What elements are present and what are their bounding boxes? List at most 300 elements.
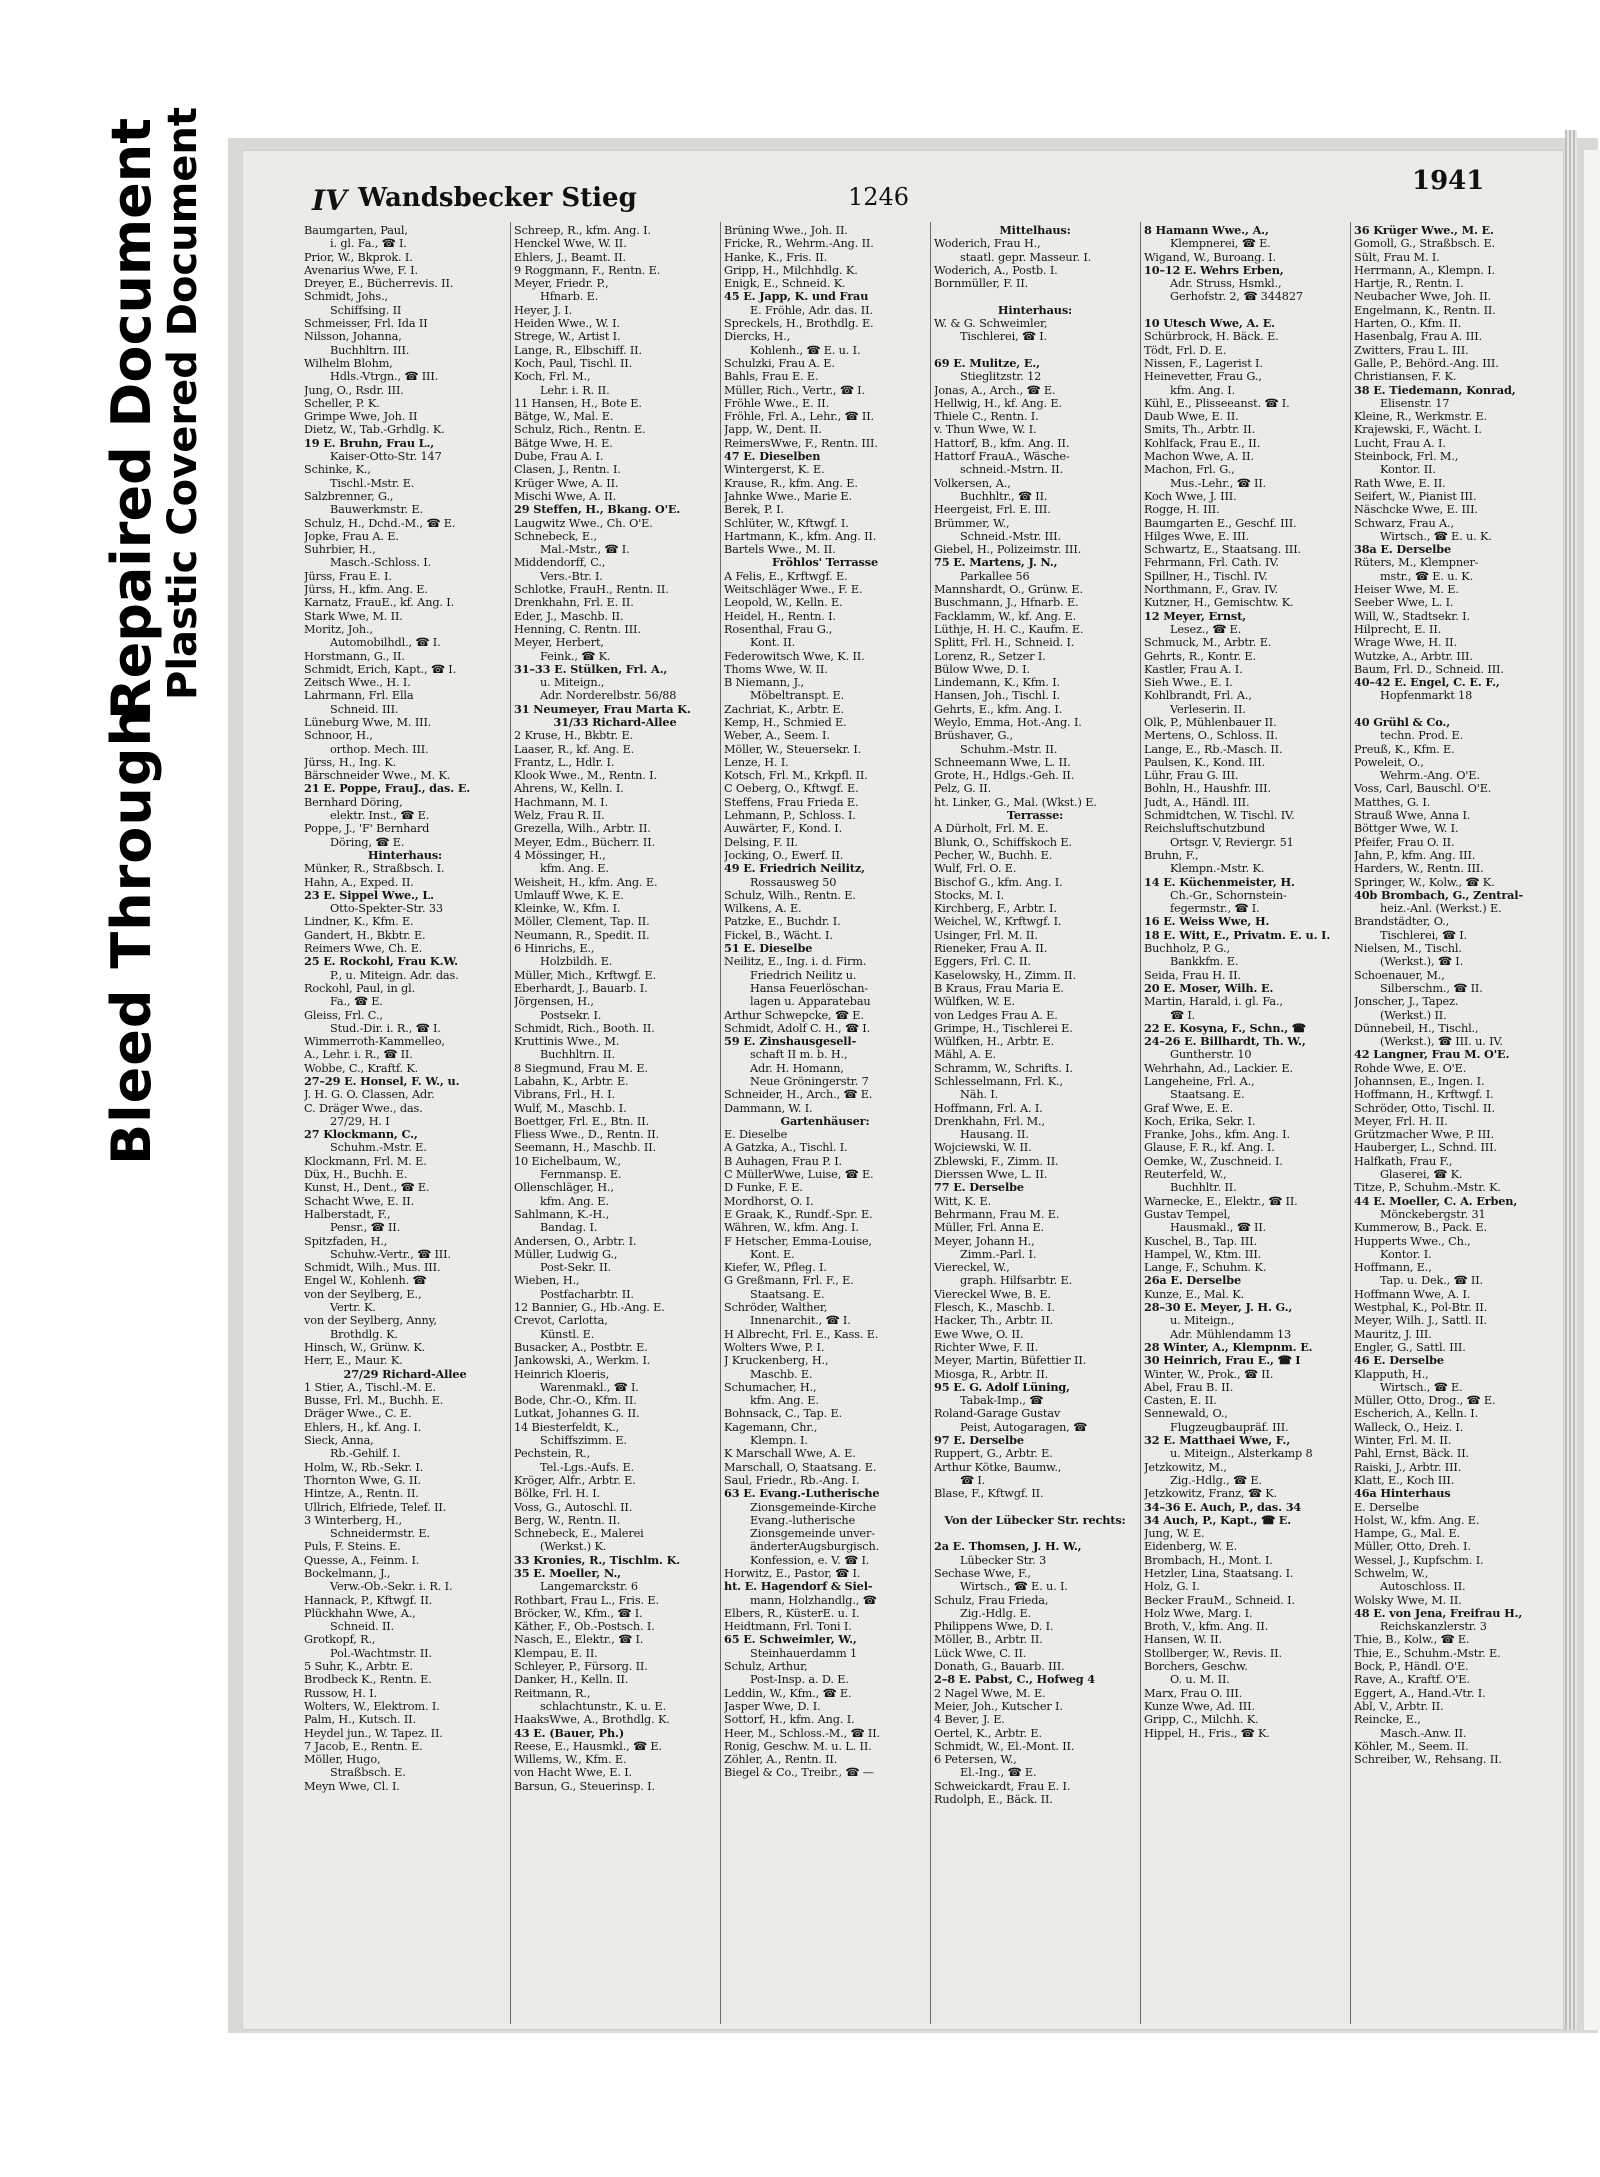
- directory-entry: 65 E. Schweimler, W.,: [724, 1633, 857, 1647]
- directory-entry: Seifert, W., Pianist III.: [1354, 489, 1477, 503]
- directory-entry: 10 Utesch Wwe, A. E.: [1144, 317, 1275, 331]
- directory-entry: änderterAugsburgisch.: [750, 1540, 880, 1554]
- directory-entry: Seemann, H., Maschb. II.: [514, 1141, 656, 1155]
- directory-entry: Weylo, Emma, Hot.-Ang. I.: [934, 715, 1082, 729]
- directory-entry: Rave, A., Kraftf. O'E.: [1354, 1673, 1470, 1687]
- directory-entry: Hausmakl., ☎ II.: [1170, 1221, 1267, 1235]
- directory-entry: Schoenauer, M.,: [1354, 968, 1445, 982]
- directory-entry: Jahn, P., kfm. Ang. III.: [1354, 848, 1476, 862]
- directory-entry: Hfnarb. E.: [540, 290, 599, 304]
- directory-entry: Klempn. I.: [750, 1434, 808, 1448]
- directory-entry: Jocking, O., Ewerf. II.: [724, 848, 844, 862]
- directory-entry: Abel, Frau B. II.: [1144, 1380, 1234, 1394]
- directory-entry: Hachmann, M. I.: [514, 795, 608, 809]
- directory-entry: El.-Ing., ☎ E.: [960, 1766, 1037, 1780]
- directory-entry: Hoffmann, E.,: [1354, 1261, 1432, 1275]
- section-heading: 27/29 Richard-Allee: [343, 1367, 467, 1381]
- directory-entry: Patzke, E., Buchdr. I.: [724, 915, 841, 929]
- directory-entry: Möller, B., Arbtr. II.: [934, 1633, 1043, 1647]
- directory-entry: Kleine, R., Werkmstr. E.: [1354, 410, 1488, 424]
- directory-entry: Leopold, W., Kelln. E.: [724, 596, 843, 610]
- directory-entry: Kohlbrandt, Frl. A.,: [1144, 689, 1252, 703]
- directory-entry: Kiefer, W., Pfleg. I.: [724, 1261, 827, 1275]
- directory-entry: Lindemann, K., Kfm. I.: [934, 676, 1060, 690]
- directory-entry: 19 E. Bruhn, Frau L.,: [304, 436, 435, 450]
- directory-entry: Lahrmann, Frl. Ella: [304, 689, 414, 703]
- directory-entry: 36 Krüger Wwe., M. E.: [1354, 224, 1494, 237]
- directory-entry: Jürss, H., Ing. K.: [304, 755, 397, 769]
- directory-entry: Voss, Carl, Bauschl. O'E.: [1354, 782, 1492, 796]
- directory-entry: Sechase Wwe, F.,: [934, 1566, 1031, 1580]
- directory-entry: Sottorf, H., kfm. Ang. I.: [724, 1713, 855, 1727]
- directory-entry: Wehrhahn, Ad., Lackier. E.: [1144, 1061, 1293, 1075]
- directory-entry: 45 E. Japp, K. und Frau: [724, 290, 869, 304]
- directory-entry: Hampel, W., Ktm. III.: [1144, 1247, 1262, 1261]
- directory-entry: Poppe, J., 'F' Bernhard: [304, 822, 430, 836]
- directory-entry: H Albrecht, Frl. E., Kass. E.: [724, 1327, 879, 1341]
- directory-entry: Neubacher Wwe, Joh. II.: [1354, 290, 1492, 304]
- directory-entry: Schulz, Rich., Rentn. E.: [514, 423, 646, 437]
- directory-entry: Willems, W., Kfm. E.: [514, 1753, 627, 1767]
- directory-entry: Winter, W., Prok., ☎ II.: [1144, 1367, 1274, 1381]
- directory-entry: 38 E. Tiedemann, Konrad,: [1354, 383, 1516, 397]
- directory-entry: Martin, Harald, i. gl. Fa.,: [1144, 995, 1283, 1009]
- directory-entry: Matthes, G. I.: [1354, 795, 1431, 809]
- directory-entry: 14 E. Küchenmeister, H.: [1144, 875, 1295, 889]
- directory-entry: Kunst, H., Dent., ☎ E.: [304, 1181, 430, 1195]
- directory-entry: Schmuck, M., Arbtr. E.: [1144, 636, 1272, 650]
- directory-entry: Laaser, R., kf. Ang. E.: [514, 742, 635, 756]
- scan-top-margin: [0, 0, 1600, 50]
- directory-entry: Fickel, B., Wächt. I.: [724, 928, 833, 942]
- directory-entry: ReimersWwe, F., Rentn. III.: [724, 436, 878, 450]
- directory-entry: Zimm.-Parl. I.: [960, 1247, 1037, 1261]
- directory-entry: mann, Holzhandlg., ☎: [750, 1593, 877, 1607]
- directory-entry: Vertr. K.: [330, 1301, 376, 1315]
- directory-entry: Jopke, Frau A. E.: [304, 529, 399, 543]
- directory-entry: Schleyer, P., Fürsorg. II.: [514, 1660, 648, 1674]
- directory-entry: Jörgensen, H.,: [514, 995, 594, 1009]
- directory-entry: 34–36 E. Auch, P., das. 34: [1144, 1500, 1302, 1514]
- column-divider: [510, 222, 511, 2024]
- directory-entry: Northmann, F., Grav. IV.: [1144, 583, 1278, 597]
- directory-entry: Herrmann, A., Klempn. I.: [1354, 263, 1496, 277]
- directory-entry: von der Seylberg, Anny,: [304, 1314, 437, 1328]
- directory-entry: Roland-Garage Gustav: [934, 1407, 1061, 1421]
- directory-entry: Bock, P., Händl. O'E.: [1354, 1660, 1469, 1674]
- directory-entry: Neue Gröningerstr. 7: [750, 1075, 869, 1088]
- directory-column-6: [1354, 224, 1556, 2024]
- directory-entry: elektr. Inst., ☎ E.: [330, 809, 430, 823]
- directory-entry: Marschall, O, Staatsang. E.: [724, 1460, 877, 1474]
- directory-entry: Enigk, E., Schneid. K.: [724, 277, 846, 291]
- directory-entry: von Hacht Wwe, E. I.: [514, 1766, 633, 1780]
- directory-entry: Russow, H. I.: [304, 1686, 377, 1700]
- directory-entry: 14 Biesterfeldt, K.,: [514, 1420, 620, 1434]
- directory-entry: Hoffmann, Frl. A. I.: [934, 1101, 1043, 1115]
- directory-entry: Bohnsack, C., Tap. E.: [724, 1407, 843, 1421]
- directory-entry: [1354, 703, 1556, 716]
- directory-entry: Escherich, A., Kelln. I.: [1354, 1407, 1479, 1421]
- directory-entry: Baumgarten E., Geschf. III.: [1144, 516, 1297, 530]
- directory-entry: Clasen, J., Rentn. I.: [514, 463, 621, 477]
- directory-entry: G Greßmann, Frl. F., E.: [724, 1274, 854, 1288]
- directory-column-5: [1144, 224, 1346, 2024]
- directory-entry: Bätge Wwe, H. E.: [514, 436, 613, 450]
- directory-entry: Wutzke, A., Arbtr. III.: [1354, 649, 1473, 663]
- directory-entry: 47 E. Dieselben: [724, 450, 821, 464]
- directory-entry: Engelmann, K., Rentn. II.: [1354, 303, 1496, 317]
- directory-entry: (Werkst.) II.: [1380, 1008, 1447, 1022]
- directory-entry: 8 Siegmund, Frau M. E.: [514, 1061, 648, 1075]
- directory-entry: 28–30 E. Meyer, J. H. G.,: [1144, 1301, 1293, 1315]
- directory-entry: Wieben, H.,: [514, 1274, 580, 1288]
- directory-entry: Bartels Wwe., M. II.: [724, 543, 836, 557]
- directory-entry: Innenarchit., ☎ I.: [750, 1314, 851, 1328]
- directory-entry: Brümmer, W.,: [934, 516, 1010, 530]
- directory-entry: Stud.-Dir. i. R., ☎ I.: [330, 1021, 441, 1035]
- directory-entry: Engel W., Kohlenh. ☎: [304, 1274, 427, 1288]
- directory-entry: Reimers Wwe, Ch. E.: [304, 942, 423, 956]
- directory-entry: Wojciewski, W. II.: [934, 1141, 1032, 1155]
- directory-entry: Zöhler, A., Rentn. II.: [724, 1753, 838, 1767]
- directory-entry: 8 Hamann Wwe., A.,: [1144, 224, 1269, 237]
- directory-entry: Hippel, H., Fris., ☎ K.: [1144, 1726, 1270, 1740]
- directory-entry: Ullrich, Elfriede, Telef. II.: [304, 1500, 447, 1514]
- section-heading: Von der Lübecker Str. rechts:: [944, 1513, 1126, 1527]
- directory-entry: Grimpe, H., Tischlerei E.: [934, 1021, 1073, 1035]
- directory-entry: Busacker, A., Postbtr. E.: [514, 1340, 648, 1354]
- directory-entry: Adr. Mühlendamm 13: [1170, 1327, 1292, 1341]
- directory-entry: Bauwerkmstr. E.: [330, 503, 423, 517]
- directory-entry: Abl, V., Arbtr. II.: [1354, 1699, 1444, 1713]
- directory-entry: Walleck, O., Heiz. I.: [1354, 1420, 1464, 1434]
- directory-entry: Grezella, Wilh., Arbtr. II.: [514, 822, 651, 836]
- directory-entry: Ehlers, J., Beamt. II.: [514, 250, 626, 264]
- directory-entry: Avenarius Wwe, F. I.: [304, 263, 418, 277]
- directory-entry: u. Miteign., Alsterkamp 8: [1170, 1447, 1313, 1461]
- directory-entry: Gerhofstr. 2, ☎ 344827: [1170, 290, 1303, 304]
- directory-entry: 95 E. G. Adolf Lüning,: [934, 1380, 1070, 1394]
- directory-entry: Voss, G., Autoschl. II.: [514, 1500, 633, 1514]
- directory-entry: Hartmann, K., kfm. Ang. II.: [724, 529, 877, 543]
- directory-entry: Auwärter, F., Kond. I.: [724, 822, 843, 836]
- directory-entry: Reese, E., Hausmkl., ☎ E.: [514, 1739, 662, 1753]
- directory-entry: Drenkhahn, Frl. M.,: [934, 1114, 1045, 1128]
- directory-entry: Buchhltrn. II.: [540, 1048, 615, 1062]
- directory-entry: Reitmann, R.,: [514, 1686, 591, 1700]
- directory-entry: mstr., ☎ E. u. K.: [1380, 569, 1474, 583]
- directory-entry: Springer, W., Kolw., ☎ K.: [1354, 875, 1495, 889]
- directory-entry: schaft II m. b. H.,: [750, 1048, 848, 1062]
- directory-entry: i. gl. Fa., ☎ I.: [330, 237, 407, 251]
- directory-entry: Mischi Wwe, A. II.: [514, 489, 617, 503]
- directory-entry: Neumann, R., Spedit. II.: [514, 928, 650, 942]
- directory-entry: Hacker, Th., Arbtr. II.: [934, 1314, 1054, 1328]
- directory-entry: Horwitz, E., Pastor, ☎ I.: [724, 1566, 861, 1580]
- directory-entry: Mordhorst, O. I.: [724, 1194, 814, 1208]
- directory-entry: Währen, W., kfm. Ang. I.: [724, 1221, 859, 1235]
- directory-entry: Baum, Frl. D., Schneid. III.: [1354, 662, 1504, 676]
- directory-entry: Jürss, H., kfm. Ang. E.: [304, 583, 428, 597]
- directory-entry: Reichsluftschutzbund: [1144, 822, 1265, 836]
- directory-entry: Danker, H., Kelln. II.: [514, 1673, 629, 1687]
- directory-entry: Meier, Joh., Kutscher I.: [934, 1699, 1063, 1713]
- directory-entry: Brüshaver, G.,: [934, 729, 1013, 743]
- directory-entry: Pecher, W., Buchh. E.: [934, 848, 1053, 862]
- directory-entry: Schlesselmann, Frl. K.,: [934, 1075, 1063, 1088]
- directory-entry: Bode, Chr.-O., Kfm. II.: [514, 1394, 637, 1408]
- directory-entry: Tödt, Frl. D. E.: [1144, 343, 1227, 357]
- directory-entry: 10 Eichelbaum, W.,: [514, 1154, 621, 1168]
- directory-entry: Lutkat, Johannes G. II.: [514, 1407, 640, 1421]
- bleed-through-stamp: [100, 707, 163, 1165]
- directory-entry: Buchhltr. II.: [1170, 1181, 1237, 1195]
- directory-entry: heiz.-Anl. (Werkst.) E.: [1380, 902, 1502, 916]
- directory-entry: D Funke, F. E.: [724, 1181, 803, 1195]
- directory-entry: Woderich, A., Postb. I.: [934, 263, 1058, 277]
- directory-entry: Johannsen, E., Ingen. I.: [1354, 1075, 1485, 1088]
- directory-entry: Machon Wwe, A. II.: [1144, 450, 1254, 464]
- directory-entry: graph. Hilfsarbtr. E.: [960, 1274, 1073, 1288]
- directory-entry: Kontor. I.: [1380, 1247, 1432, 1261]
- directory-entry: 9 Roggmann, F., Rentn. E.: [514, 263, 661, 277]
- directory-entry: [934, 290, 1136, 303]
- directory-entry: Guntherstr. 10: [1170, 1048, 1252, 1062]
- directory-entry: Schmeisser, Frl. Ida II: [304, 317, 428, 331]
- directory-entry: Kont. II.: [750, 636, 796, 650]
- directory-entry: Oemke, W., Zuschneid. I.: [1144, 1154, 1283, 1168]
- directory-entry: [934, 344, 1136, 357]
- directory-entry: Postsekr. I.: [540, 1008, 602, 1022]
- directory-entry: ☎ I.: [1170, 1008, 1196, 1022]
- directory-entry: Heinevetter, Frau G.,: [1144, 370, 1262, 384]
- directory-entry: Biegel & Co., Treibr., ☎ —: [724, 1766, 874, 1780]
- directory-entry: Berek, P. I.: [724, 503, 784, 517]
- directory-entry: Käther, F., Ob.-Postsch. I.: [514, 1620, 655, 1634]
- directory-entry: Heer, M., Schloss.-M., ☎ II.: [724, 1726, 880, 1740]
- directory-entry: Mal.-Mstr., ☎ I.: [540, 543, 630, 557]
- directory-entry: Winter, Frl. M. II.: [1354, 1434, 1452, 1448]
- column-divider: [930, 222, 931, 2024]
- directory-entry: 21 E. Poppe, FrauJ., das. E.: [304, 782, 471, 796]
- directory-entry: Hellwig, H., kf. Ang. E.: [934, 396, 1062, 410]
- directory-entry: Klockmann, Frl. M. E.: [304, 1154, 427, 1168]
- directory-entry: O. u. M. II.: [1170, 1673, 1230, 1687]
- directory-entry: u. Miteign.,: [1170, 1314, 1235, 1328]
- directory-entry: kfm. Ang. I.: [1170, 383, 1236, 397]
- directory-entry: Krüger Wwe, A. II.: [514, 476, 619, 490]
- directory-entry: Thie, B., Kolw., ☎ E.: [1354, 1633, 1470, 1647]
- directory-entry: 6 Petersen, W.,: [934, 1753, 1017, 1767]
- directory-entry: Jetzkowitz, M.,: [1144, 1460, 1227, 1474]
- directory-entry: Schwarz, Frau A.,: [1354, 516, 1454, 530]
- directory-entry: Hintze, A., Rentn. II.: [304, 1487, 419, 1501]
- directory-entry: Elbers, R., KüsterE. u. I.: [724, 1606, 860, 1620]
- directory-entry: Schmidt, Wilh., Mus. III.: [304, 1261, 441, 1275]
- directory-entry: Fa., ☎ E.: [330, 995, 383, 1009]
- directory-entry: Graf Wwe, E. E.: [1144, 1101, 1234, 1115]
- directory-entry: Brothdlg. K.: [330, 1327, 398, 1341]
- directory-entry: Bärschneider Wwe., M. K.: [304, 769, 451, 783]
- directory-entry: Halberstadt, F.,: [304, 1207, 391, 1221]
- directory-entry: Reuterfeld, W.,: [1144, 1168, 1227, 1182]
- directory-entry: Viereckel Wwe, B. E.: [934, 1287, 1051, 1301]
- directory-entry: 32 E. Matthaei Wwe, F.,: [1144, 1434, 1291, 1448]
- directory-entry: Japp, W., Dent. II.: [724, 423, 822, 437]
- directory-entry: Hoffmann Wwe, A. I.: [1354, 1287, 1471, 1301]
- directory-entry: Rockohl, Paul, in gl.: [304, 981, 416, 995]
- directory-entry: Delsing, F. II.: [724, 835, 798, 849]
- directory-entry: 34 Auch, P., Kapt., ☎ E.: [1144, 1513, 1292, 1527]
- directory-entry: Rb.-Gehilf. I.: [330, 1447, 401, 1461]
- directory-entry: 35 E. Moeller, N.,: [514, 1566, 621, 1580]
- directory-entry: Meyer, Edm., Bücherr. II.: [514, 835, 655, 849]
- directory-entry: Schreep, R., kfm. Ang. I.: [514, 224, 651, 237]
- directory-entry: Will, W., Stadtsekr. I.: [1354, 609, 1470, 623]
- directory-entry: Salzbrenner, G.,: [304, 489, 394, 503]
- directory-entry: Schuhm.-Mstr. II.: [960, 742, 1058, 756]
- directory-entry: Heyer, J. I.: [514, 303, 573, 317]
- directory-entry: 69 E. Mulitze, E.,: [934, 356, 1040, 370]
- directory-entry: 2 Nagel Wwe, M. E.: [934, 1686, 1046, 1700]
- directory-entry: Bockelmann, J.,: [304, 1566, 391, 1580]
- directory-entry: Baumgarten, Paul,: [304, 224, 408, 237]
- directory-entry: Andersen, O., Arbtr. I.: [514, 1234, 637, 1248]
- directory-entry: Wessel, J., Kupfschm. I.: [1354, 1553, 1484, 1567]
- directory-entry: Wehrm.-Ang. O'E.: [1380, 769, 1480, 783]
- directory-entry: staatl. gepr. Masseur. I.: [960, 250, 1092, 264]
- directory-entry: Gehrts, E., kfm. Ang. I.: [934, 702, 1063, 716]
- directory-entry: Meyer, Friedr. P.,: [514, 277, 609, 291]
- directory-entry: Schuhw.-Vertr., ☎ III.: [330, 1247, 451, 1261]
- directory-entry: Postfacharbtr. II.: [540, 1287, 634, 1301]
- directory-entry: Strauß Wwe, Anna I.: [1354, 809, 1471, 823]
- directory-entry: C Oeberg, O., Kftwgf. E.: [724, 782, 859, 796]
- directory-entry: E. Fröhle, Adr. das. II.: [750, 303, 873, 317]
- directory-entry: Koch, Erika, Sekr. I.: [1144, 1114, 1256, 1128]
- directory-entry: Schlotke, FrauH., Rentn. II.: [514, 583, 669, 597]
- directory-column-2: [514, 224, 716, 2024]
- directory-entry: Lange, R., Elbschiff. II.: [514, 343, 642, 357]
- directory-entry: Horstmann, G., II.: [304, 649, 405, 663]
- directory-entry: Masch.-Anw. II.: [1380, 1726, 1467, 1740]
- directory-entry: Schuhm.-Mstr. E.: [330, 1141, 427, 1155]
- directory-entry: Otto-Spekter-Str. 33: [330, 902, 443, 916]
- directory-entry: 10–12 E. Wehrs Erben,: [1144, 263, 1284, 277]
- directory-entry: Lange, E., Rb.-Masch. II.: [1144, 742, 1283, 756]
- directory-entry: Fliess Wwe., D., Rentn. II.: [514, 1128, 660, 1142]
- directory-entry: Bernhard Döring,: [304, 795, 403, 809]
- directory-entry: Wirtsch., ☎ E.: [1380, 1380, 1463, 1394]
- directory-entry: Leddin, W., Kfm., ☎ E.: [724, 1686, 852, 1700]
- directory-entry: Eberhardt, J., Bauarb. I.: [514, 981, 648, 995]
- directory-entry: Wirtsch., ☎ E. u. I.: [960, 1580, 1068, 1594]
- directory-entry: C. Dräger Wwe., das.: [304, 1101, 423, 1115]
- directory-entry: Buschmann, J., Hfnarb. E.: [934, 596, 1079, 610]
- directory-entry: Karnatz, FrauE., kf. Ang. I.: [304, 596, 455, 610]
- directory-entry: Hetzler, Lina, Staatsang. I.: [1144, 1566, 1294, 1580]
- directory-entry: ht. E. Hagendorf & Siel-: [724, 1580, 873, 1594]
- section-heading: 31/33 Richard-Allee: [553, 715, 677, 729]
- directory-entry: 46 E. Derselbe: [1354, 1354, 1444, 1368]
- directory-entry: Seeber Wwe, L. I.: [1354, 596, 1454, 610]
- directory-entry: Mauritz, J. III.: [1354, 1327, 1432, 1341]
- directory-entry: 4 Bever, J. E.: [934, 1713, 1005, 1727]
- directory-entry: Grote, H., Hdlgs.-Geh. II.: [934, 769, 1075, 783]
- directory-entry: Rossausweg 50: [750, 875, 837, 889]
- directory-entry: Quesse, A., Feinm. I.: [304, 1553, 420, 1567]
- directory-entry: Hauberger, L., Schnd. III.: [1354, 1141, 1497, 1155]
- directory-entry: 3 Winterberg, H.,: [304, 1513, 402, 1527]
- directory-entry: Hinsch, W., Grünw. K.: [304, 1340, 426, 1354]
- directory-entry: 25 E. Rockohl, Frau K.W.: [304, 955, 458, 969]
- directory-entry: Hattorf, B., kfm. Ang. II.: [934, 436, 1070, 450]
- directory-entry: Kuschel, B., Tap. III.: [1144, 1234, 1257, 1248]
- directory-entry: Kleinke, W., Kfm. I.: [514, 902, 621, 916]
- directory-entry: Tel.-Lgs.-Aufs. E.: [540, 1460, 635, 1474]
- directory-entry: Lühr, Frau G. III.: [1144, 769, 1239, 783]
- directory-entry: Heergeist, Frl. E. III.: [934, 503, 1051, 517]
- directory-entry: Wülfken, W. E.: [934, 995, 1015, 1009]
- directory-entry: Jetzkowitz, Franz, ☎ K.: [1144, 1487, 1277, 1501]
- directory-entry: Philippens Wwe, D. I.: [934, 1620, 1054, 1634]
- directory-entry: Konfession, e. V. ☎ I.: [750, 1553, 870, 1567]
- directory-entry: Bohln, H., Haushfr. III.: [1144, 782, 1271, 796]
- directory-entry: Gleiss, Frl. C.,: [304, 1008, 383, 1022]
- directory-entry: Ahrens, W., Kelln. I.: [514, 782, 624, 796]
- directory-entry: Verw.-Ob.-Sekr. i. R. I.: [330, 1580, 453, 1594]
- directory-entry: Kotsch, Frl. M., Krkpfl. II.: [724, 769, 868, 783]
- plastic-covered-label: Plastic Covered Document: [160, 106, 206, 700]
- directory-entry: Klempn.-Mstr. K.: [1170, 862, 1265, 876]
- directory-entry: Holz, G. I.: [1144, 1580, 1200, 1594]
- bleed-through-label: Bleed Through: [100, 707, 163, 1165]
- directory-entry: 29 Steffen, H., Bkang. O'E.: [514, 503, 681, 517]
- directory-entry: Harten, O., Kfm. II.: [1354, 317, 1462, 331]
- directory-entry: Reincke, E.,: [1354, 1713, 1421, 1727]
- directory-entry: Gandert, H., Bkbtr. E.: [304, 928, 426, 942]
- directory-entry: kfm. Ang. E.: [540, 1194, 609, 1208]
- directory-entry: Woderich, Frau H.,: [934, 237, 1041, 251]
- directory-entry: Kemp, H., Schmied E.: [724, 715, 847, 729]
- directory-entry: E. Dieselbe: [724, 1128, 788, 1142]
- section-heading: Terrasse:: [1006, 809, 1064, 823]
- directory-entry: Klempnerei, ☎ E.: [1170, 237, 1271, 251]
- directory-entry: Wobbe, C., Kraftf. K.: [304, 1061, 419, 1075]
- directory-entry: Schneid.-Mstr. III.: [960, 529, 1061, 543]
- directory-entry: Schröder, Walther,: [724, 1301, 828, 1315]
- directory-entry: Bahls, Frau E. E.: [724, 370, 819, 384]
- directory-entry: B Niemann, J.,: [724, 676, 804, 690]
- directory-entry: Grimpe Wwe, Joh. II: [304, 410, 418, 424]
- directory-entry: Meyer, Wilh. J., Sattl. II.: [1354, 1314, 1487, 1328]
- directory-entry: Wilhelm Blohm,: [304, 356, 393, 370]
- directory-entry: Adr. Norderelbstr. 56/88: [540, 689, 677, 703]
- directory-entry: Klempau, E. II.: [514, 1646, 598, 1660]
- directory-entry: Diercks, H.,: [724, 330, 791, 344]
- directory-entry: 75 E. Martens, J. N.,: [934, 556, 1058, 570]
- directory-entry: 48 E. von Jena, Freifrau H.,: [1354, 1606, 1523, 1620]
- plastic-covered-stamp: [160, 107, 206, 700]
- directory-entry: Kummerow, B., Pack. E.: [1354, 1221, 1488, 1235]
- directory-entry: Fehrmann, Frl. Cath. IV.: [1144, 556, 1279, 570]
- directory-entry: Flesch, K., Maschb. I.: [934, 1301, 1055, 1315]
- directory-entry: Wigand, W., Buroang. I.: [1144, 250, 1276, 264]
- directory-entry: Arthur Kötke, Baumw.,: [934, 1460, 1062, 1474]
- directory-entry: Klatt, E., Koch III.: [1354, 1473, 1455, 1487]
- directory-entry: Jung, O., Rsdr. III.: [304, 383, 404, 397]
